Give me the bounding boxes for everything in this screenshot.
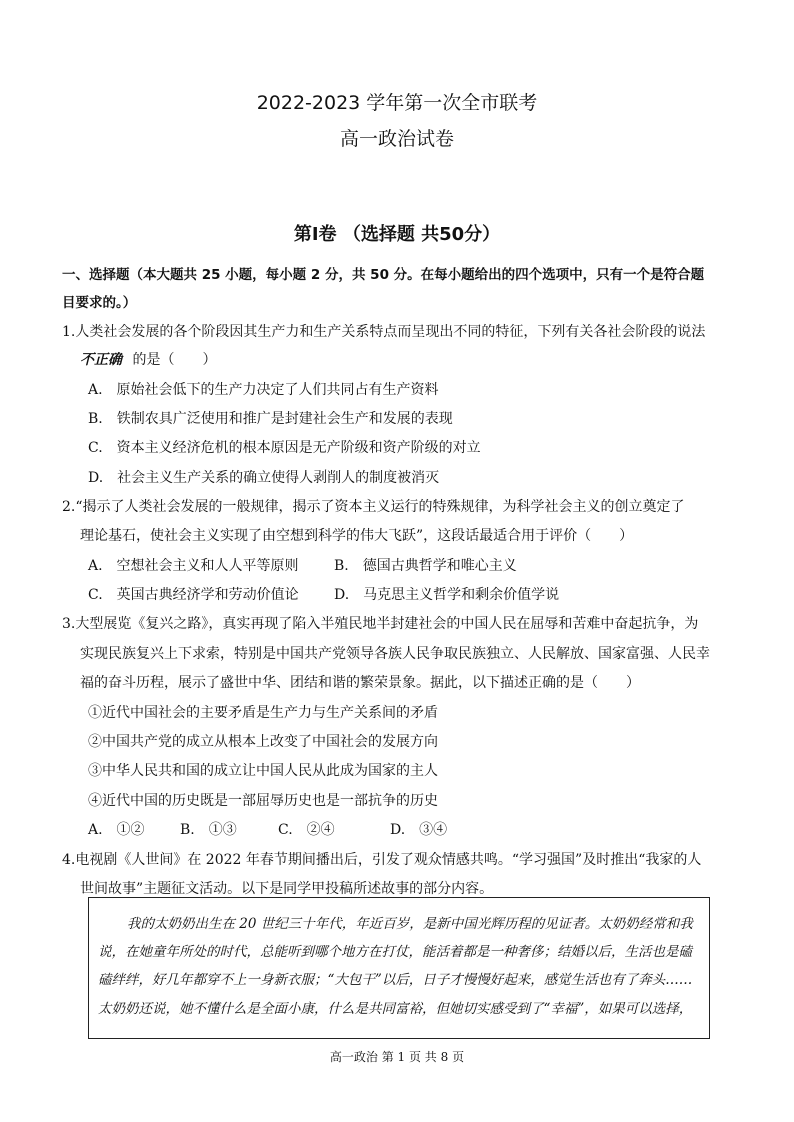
q4-stem-line-2: 世间故事”主题征文活动。以下是同学甲投稿所述故事的部分内容。 xyxy=(80,881,494,897)
q1-emphasis: 不正确 xyxy=(80,352,122,368)
q1-stem-tail: 的是（ ） xyxy=(132,352,217,368)
q4-story-line-2: 说，在她童年所处的时代，总能听到哪个地方在打仗，能活着都是一种奢侈；结婚以后，生活也是磕 xyxy=(98,944,692,960)
q1-stem-line-1: 1.人类社会发展的各个阶段因其生产力和生产关系特点而呈现出不同的特征，下列有关各社会阶段的说法 xyxy=(62,324,706,340)
q3-statement-4: ④近代中国的历史既是一部屈辱历史也是一部抗争的历史 xyxy=(88,793,438,809)
exam-title: 2022-2023 学年第一次全市联考 xyxy=(256,92,538,114)
q1-option-a: A. 原始社会低下的生产力决定了人们共同占有生产资料 xyxy=(88,382,439,398)
q1-option-c: C. 资本主义经济危机的根本原因是无产阶级和资产阶级的对立 xyxy=(88,440,481,456)
q1-option-b: B. 铁制农具广泛使用和推广是封建社会生产和发展的表现 xyxy=(88,411,453,427)
q2-stem-line-2: 理论基石，使社会主义实现了由空想到科学的伟大飞跃”，这段话最适合用于评价（ ） xyxy=(80,528,634,544)
q4-story-line-4: 太奶奶还说，她不懂什么是全面小康，什么是共同富裕，但她切实感受到了“幸福”，如果可以选择， xyxy=(98,1001,693,1017)
q4-story-line-1: 我的太奶奶出生在 20 世纪三十年代，年近百岁，是新中国光辉历程的见证者。太奶奶经常和我 xyxy=(127,916,693,932)
q4-story-box xyxy=(88,897,710,1039)
instructions-line-1: 一、选择题（本大题共 25 小题，每小题 2 分，共 50 分。在每小题给出的四个选项中，只有一个是符合题 xyxy=(62,267,705,283)
q3-statement-2: ②中国共产党的成立从根本上改变了中国社会的发展方向 xyxy=(88,734,438,750)
q3-stem-line-3: 福的奋斗历程，展示了盛世中华、团结和谐的繁荣景象。据此，以下描述正确的是（ ） xyxy=(80,675,640,691)
page-footer: 高一政治 第 1 页 共 8 页 xyxy=(329,1050,465,1064)
q2-option-c: C. 英国古典经济学和劳动价值论 xyxy=(88,587,299,603)
q3-stem-line-1: 3.大型展览《复兴之路》，真实再现了陷入半殖民地半封建社会的中国人民在屈辱和苦难中奋起抗争，为 xyxy=(62,616,699,632)
q2-stem-line-1: 2.“揭示了人类社会发展的一般规律，揭示了资本主义运行的特殊规律，为科学社会主义的创立奠定了 xyxy=(62,499,685,515)
q3-statement-3: ③中华人民共和国的成立让中国人民从此成为国家的主人 xyxy=(88,763,438,779)
q2-option-d: D. 马克思主义哲学和剩余价值学说 xyxy=(334,587,560,603)
q1-stem-line-2 xyxy=(80,351,216,369)
q3-option-d: D. ③④ xyxy=(390,822,448,838)
instructions-line-2: 目要求的。） xyxy=(62,295,137,311)
q2-option-b: B. 德国古典哲学和唯心主义 xyxy=(334,558,517,574)
q4-story-line-3: 磕绊绊，好几年都穿不上一身新衣服；“大包干”以后，日子才慢慢好起来，感觉生活也有了奔头…… xyxy=(98,972,693,988)
q1-option-d: D. 社会主义生产关系的确立使得人剥削人的制度被消灭 xyxy=(88,470,440,486)
exam-subtitle: 高一政治试卷 xyxy=(339,128,454,150)
q4-stem-line-1: 4.电视剧《人世间》在 2022 年春节期间播出后，引发了观众情感共鸣。“学习强国”及时推出“我家的人 xyxy=(62,852,702,868)
q2-option-a: A. 空想社会主义和人人平等原则 xyxy=(88,558,299,574)
q3-option-c: C. ②④ xyxy=(278,822,335,838)
section-title: 第Ⅰ卷 （选择题 共50分） xyxy=(293,224,501,245)
q3-option-a: A. ①② xyxy=(88,822,145,838)
q3-stem-line-2: 实现民族复兴上下求索，特别是中国共产党领导各族人民争取民族独立、人民解放、国家富强、人民幸 xyxy=(80,646,710,662)
q3-option-b: B. ①③ xyxy=(180,822,237,838)
q3-statement-1: ①近代中国社会的主要矛盾是生产力与生产关系间的矛盾 xyxy=(88,705,438,721)
